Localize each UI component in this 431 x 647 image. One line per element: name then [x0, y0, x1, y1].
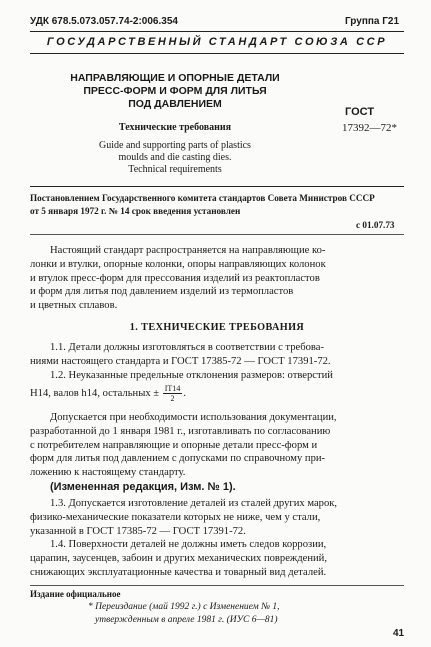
section-heading: 1. ТЕХНИЧЕСКИЕ ТРЕБОВАНИЯ [129, 322, 305, 333]
intro-line: лонки и втулки, опорные колонки, опоры направляющих колонок [30, 258, 326, 270]
decree-line2: от 5 января 1972 г. № 14 срок введения установлен [30, 206, 241, 216]
fraction-denominator: 2 [170, 393, 175, 403]
page-number: 41 [393, 628, 405, 639]
header-bottom-rule [30, 53, 404, 54]
clause-line: 1.1. Детали должны изготовляться в соответствии с требова- [50, 342, 324, 353]
clause-line: 1.2. Неуказанные предельные отклонения размеров: отверстий [50, 370, 333, 381]
fraction-numerator: IT14 [164, 383, 181, 393]
standard-title: ГОСУДАРСТВЕННЫЙ СТАНДАРТ СОЮЗА ССР [46, 36, 388, 48]
clause-line: ниями настоящего стандарта и ГОСТ 17385-72 — ГОСТ 17391-72. [30, 355, 331, 367]
english-title-line2: moulds and die casting dies. [118, 152, 232, 163]
clause-1-3 [30, 497, 404, 538]
english-title-line3: Technical requirements [128, 164, 222, 175]
clause-line: 1.3. Допускается изготовление деталей из сталей других марок, [50, 498, 338, 509]
clause-line: царапин, заусенцев, забоин и других механических повреждений, [30, 552, 327, 564]
tolerance-text: Н14, валов h14, остальных ± [30, 387, 160, 399]
english-title-line1: Guide and supporting parts of plastics [99, 140, 251, 151]
tolerance-fraction [163, 384, 183, 403]
clause-1-1 [30, 341, 404, 369]
clause-line: 1.4. Поверхности деталей не должны иметь следов коррозии, [50, 539, 327, 550]
intro-line: и цветных сплавов. [30, 300, 118, 312]
gost-label: ГОСТ [345, 106, 375, 118]
doc-title-line3: ПОД ДАВЛЕНИЕМ [128, 98, 222, 110]
clause-line: указанной в ГОСТ 17385-72 — ГОСТ 17391-72. [30, 525, 246, 537]
clause-line: физико-механические показатели которых не ниже, чем у стали, [30, 511, 321, 523]
intro-line: и втулок пресс-форм для прессования изделий из реактопластов [30, 272, 320, 284]
intro-line: Настоящий стандарт распространяется на направляющие ко- [50, 245, 326, 256]
intro-paragraph [30, 244, 404, 313]
doc-title-line2: ПРЕСС-ФОРМ И ФОРМ ДЛЯ ЛИТЬЯ [83, 85, 267, 97]
clause-line: форм для литья под давлением с допусками по справочному при- [30, 453, 326, 465]
clause-line: с потребителем направляющие и опорные детали пресс-форм и [30, 439, 318, 451]
clause-line: Допускается при необходимости использования документации, [50, 412, 337, 423]
decree-rule [30, 234, 404, 235]
clause-1-4 [30, 538, 404, 579]
edit-note: (Измененная редакция, Изм. № 1). [50, 481, 236, 493]
footer-rule [30, 585, 404, 586]
allowance-paragraph [30, 411, 404, 480]
tolerance-end: . [183, 387, 186, 399]
decree-date: с 01.07.73 [356, 220, 395, 230]
intro-line: и форм для литья под давлением изделий из термопластов [30, 286, 294, 298]
reprint-note-line2: утвержденным в апреле 1981 г. (ИУС 6—81) [95, 615, 278, 625]
doc-title-line1: НАПРАВЛЯЮЩИЕ И ОПОРНЫЕ ДЕТАЛИ [70, 72, 280, 84]
clause-line: ложению к настоящему стандарту. [30, 467, 186, 479]
decree-line1: Постановлением Государственного комитета стандартов Совета Министров СССР [30, 193, 375, 203]
title-bottom-rule [30, 186, 404, 187]
official-edition: Издание официальное [30, 589, 121, 599]
doc-subtitle: Технические требования [118, 122, 232, 133]
clause-line: разработанной до 1 января 1981 г., изготавливать по согласованию [30, 425, 331, 437]
clause-line: снижающих эксплуатационные качества и товарный вид деталей. [30, 566, 327, 578]
clause-1-2 [30, 369, 404, 403]
udc-code: УДК 678.5.073.057.74-2:006.354 [30, 16, 178, 27]
clause-line-with-fraction [30, 384, 404, 403]
group-code: Группа Г21 [345, 16, 400, 27]
gost-number: 17392—72* [342, 122, 397, 134]
reprint-note-line1: * Переиздание (май 1992 г.) с Изменением № 1, [88, 602, 280, 612]
top-rule [30, 31, 404, 32]
